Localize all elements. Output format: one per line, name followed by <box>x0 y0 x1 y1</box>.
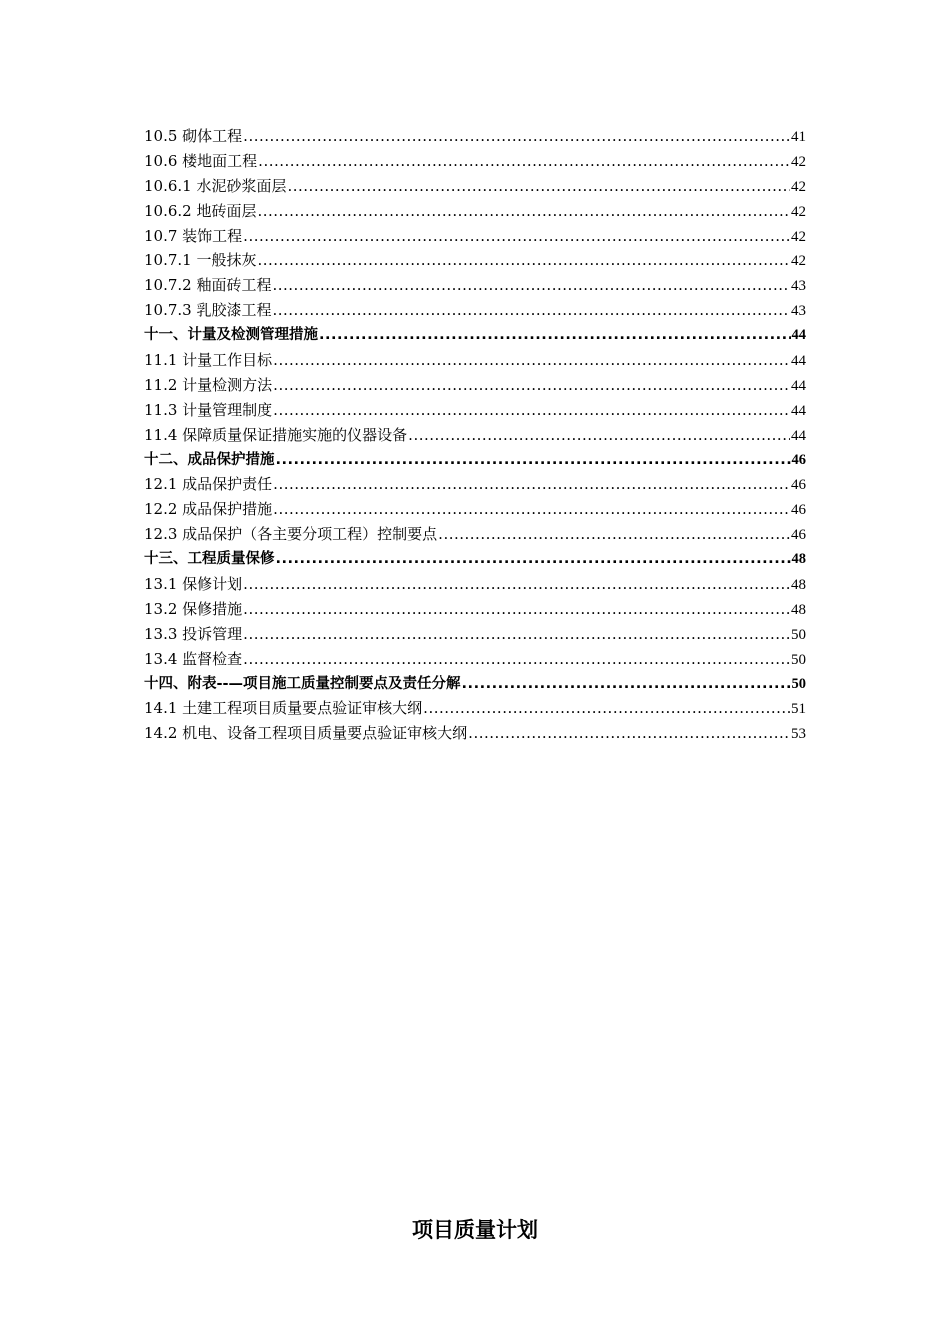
toc-dot-leader <box>243 647 790 672</box>
toc-chapter-entry[interactable] <box>144 547 806 572</box>
toc-page-number: 43 <box>791 303 806 320</box>
toc-dot-leader <box>258 149 790 174</box>
toc-page-number: 50 <box>791 675 806 692</box>
toc-chapter-entry[interactable] <box>144 672 806 697</box>
toc-entry-title: 13.1 保修计划 <box>144 575 243 594</box>
toc-page-number: 42 <box>791 253 806 270</box>
toc-section-entry[interactable] <box>144 423 806 448</box>
toc-page-number: 46 <box>791 451 806 468</box>
toc-dot-leader <box>287 174 790 199</box>
toc-page-number: 48 <box>791 601 806 618</box>
toc-dot-leader <box>257 248 790 273</box>
toc-section-entry[interactable] <box>144 622 806 647</box>
toc-section-entry[interactable] <box>144 348 806 373</box>
toc-entry-title: 12.2 成品保护措施 <box>144 500 273 519</box>
toc-section-entry[interactable] <box>144 248 806 273</box>
toc-entry-title: 12.1 成品保护责任 <box>144 475 273 494</box>
toc-entry-title: 11.1 计量工作目标 <box>144 351 273 370</box>
toc-dot-leader <box>243 224 790 249</box>
toc-dot-leader <box>273 472 790 497</box>
toc-page-number: 44 <box>791 377 806 394</box>
table-of-contents <box>144 124 806 746</box>
toc-page-number: 42 <box>791 228 806 245</box>
toc-dot-leader <box>273 398 790 423</box>
toc-entry-title: 10.7.1 一般抹灰 <box>144 251 257 270</box>
toc-section-entry[interactable] <box>144 696 806 721</box>
toc-dot-leader <box>257 199 790 224</box>
toc-section-entry[interactable] <box>144 298 806 323</box>
toc-page-number: 46 <box>791 502 806 519</box>
toc-entry-title: 14.1 土建工程项目质量要点验证审核大纲 <box>144 699 423 718</box>
toc-dot-leader <box>408 423 790 448</box>
toc-section-entry[interactable] <box>144 497 806 522</box>
toc-entry-title: 10.7.2 釉面砖工程 <box>144 276 272 295</box>
toc-page-number: 51 <box>791 701 806 718</box>
toc-dot-leader <box>276 448 791 473</box>
toc-section-entry[interactable] <box>144 597 806 622</box>
toc-entry-title: 13.2 保修措施 <box>144 599 243 618</box>
toc-page-number: 44 <box>791 327 806 344</box>
toc-page-number: 53 <box>791 726 806 743</box>
toc-dot-leader <box>273 373 790 398</box>
toc-dot-leader <box>462 672 791 697</box>
toc-page-number: 42 <box>791 203 806 220</box>
toc-entry-title: 11.3 计量管理制度 <box>144 400 273 419</box>
toc-dot-leader <box>276 547 791 572</box>
toc-section-entry[interactable] <box>144 398 806 423</box>
document-heading: 项目质量计划 <box>412 1218 538 1242</box>
toc-chapter-entry[interactable] <box>144 448 806 473</box>
toc-entry-title: 13.3 投诉管理 <box>144 624 243 643</box>
toc-entry-title: 十一、计量及检测管理措施 <box>144 327 318 344</box>
toc-section-entry[interactable] <box>144 149 806 174</box>
toc-page-number: 48 <box>791 577 806 594</box>
toc-page-number: 46 <box>791 477 806 494</box>
toc-entry-title: 10.5 砌体工程 <box>144 127 243 145</box>
toc-section-entry[interactable] <box>144 124 806 149</box>
toc-dot-leader <box>243 572 790 597</box>
toc-section-entry[interactable] <box>144 174 806 199</box>
toc-dot-leader <box>272 273 790 298</box>
toc-dot-leader <box>468 721 790 746</box>
toc-section-entry[interactable] <box>144 273 806 298</box>
toc-section-entry[interactable] <box>144 199 806 224</box>
toc-page-number: 43 <box>791 278 806 295</box>
toc-section-entry[interactable] <box>144 373 806 398</box>
toc-entry-title: 十四、附表--—项目施工质量控制要点及责任分解 <box>144 675 461 692</box>
toc-entry-title: 十二、成品保护措施 <box>144 451 275 468</box>
toc-dot-leader <box>423 696 790 721</box>
toc-section-entry[interactable] <box>144 522 806 547</box>
toc-page-number: 44 <box>791 353 806 370</box>
toc-page-number: 50 <box>791 626 806 643</box>
toc-entry-title: 10.7 装饰工程 <box>144 226 243 245</box>
toc-section-entry[interactable] <box>144 224 806 249</box>
toc-entry-title: 10.6.2 地砖面层 <box>144 201 257 220</box>
toc-section-entry[interactable] <box>144 472 806 497</box>
toc-dot-leader <box>319 323 791 348</box>
toc-entry-title: 10.6.1 水泥砂浆面层 <box>144 176 287 195</box>
toc-dot-leader <box>272 298 790 323</box>
toc-entry-title: 10.6 楼地面工程 <box>144 151 258 170</box>
toc-page-number: 42 <box>791 153 806 170</box>
toc-entry-title: 13.4 监督检查 <box>144 649 243 668</box>
toc-entry-title: 14.2 机电、设备工程项目质量要点验证审核大纲 <box>144 724 468 743</box>
toc-page-number: 48 <box>791 551 806 568</box>
toc-page-number: 42 <box>791 178 806 195</box>
toc-section-entry[interactable] <box>144 721 806 746</box>
toc-page-number: 44 <box>791 402 806 419</box>
toc-page-number: 44 <box>791 427 806 444</box>
toc-section-entry[interactable] <box>144 647 806 672</box>
toc-entry-title: 11.2 计量检测方法 <box>144 375 273 394</box>
toc-dot-leader <box>243 124 790 149</box>
toc-dot-leader <box>243 622 790 647</box>
toc-entry-title: 10.7.3 乳胶漆工程 <box>144 301 272 320</box>
toc-dot-leader <box>273 348 790 373</box>
toc-page-number: 46 <box>791 527 806 544</box>
toc-entry-title: 12.3 成品保护（各主要分项工程）控制要点 <box>144 525 438 544</box>
toc-entry-title: 11.4 保障质量保证措施实施的仪器设备 <box>144 425 408 444</box>
toc-section-entry[interactable] <box>144 572 806 597</box>
toc-dot-leader <box>438 522 790 547</box>
toc-entry-title: 十三、工程质量保修 <box>144 551 275 568</box>
toc-dot-leader <box>273 497 790 522</box>
toc-page-number: 41 <box>791 129 806 145</box>
toc-page-number: 50 <box>791 651 806 668</box>
toc-dot-leader <box>243 597 790 622</box>
toc-chapter-entry[interactable] <box>144 323 806 348</box>
